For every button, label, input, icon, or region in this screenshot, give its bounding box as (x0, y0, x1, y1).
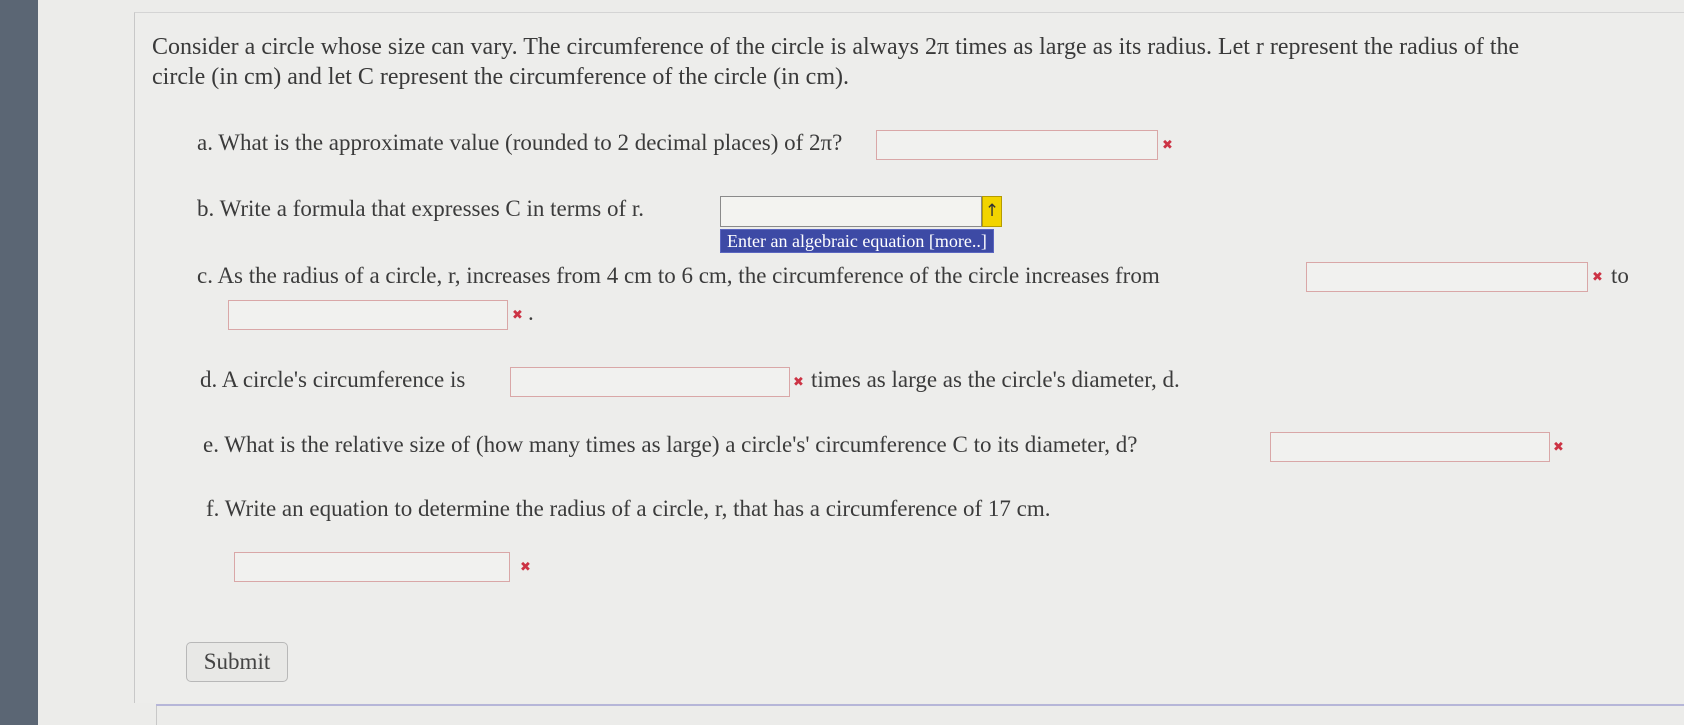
left-edge (0, 0, 38, 725)
question-c-to: to (1611, 263, 1629, 288)
page (38, 0, 1684, 725)
submit-button[interactable]: Submit (186, 642, 288, 682)
next-question-frame (156, 706, 1684, 725)
answer-f-input[interactable] (234, 552, 510, 582)
incorrect-icon: ✖ (512, 308, 523, 323)
answer-e-input[interactable] (1270, 432, 1550, 462)
question-c: c. As the radius of a circle, r, increases from 4 cm to 6 cm, the circumference of the circle increases from (197, 263, 1160, 288)
question-e: e. What is the relative size of (how many times as large) a circle's' circumference C to its diameter, d? (203, 432, 1138, 457)
answer-a-input[interactable] (876, 130, 1158, 160)
answer-d-input[interactable] (510, 367, 790, 397)
incorrect-icon: ✖ (793, 375, 804, 390)
intro-line-1: Consider a circle whose size can vary. The circumference of the circle is always 2π times as large as its radius. Let r represent the radius of the (152, 34, 1520, 60)
question-a: a. What is the approximate value (rounded to 2 decimal places) of 2π? (197, 130, 843, 155)
question-b: b. Write a formula that expresses C in terms of r. (197, 196, 645, 221)
answer-c-start-input[interactable] (1306, 262, 1588, 292)
input-hint-tooltip[interactable]: Enter an algebraic equation [more..] (720, 229, 994, 253)
intro-line-2: circle (in cm) and let C represent the circumference of the circle (in cm). (152, 64, 849, 90)
problem-statement (152, 32, 1684, 92)
question-d-tail: times as large as the circle's diameter, d. (811, 367, 1180, 392)
incorrect-icon: ✖ (1592, 270, 1603, 285)
question-c-period: . (528, 300, 534, 325)
incorrect-icon: ✖ (520, 560, 531, 575)
question-f: f. Write an equation to determine the radius of a circle, r, that has a circumference of 17 cm. (206, 496, 1051, 521)
answer-b-input[interactable] (720, 196, 982, 227)
question-panel (134, 12, 1684, 703)
symbol-picker-button[interactable]: ↑ (982, 196, 1002, 227)
answer-c-end-input[interactable] (228, 300, 508, 330)
incorrect-icon: ✖ (1162, 138, 1173, 153)
incorrect-icon: ✖ (1553, 440, 1564, 455)
question-d: d. A circle's circumference is (200, 367, 466, 392)
